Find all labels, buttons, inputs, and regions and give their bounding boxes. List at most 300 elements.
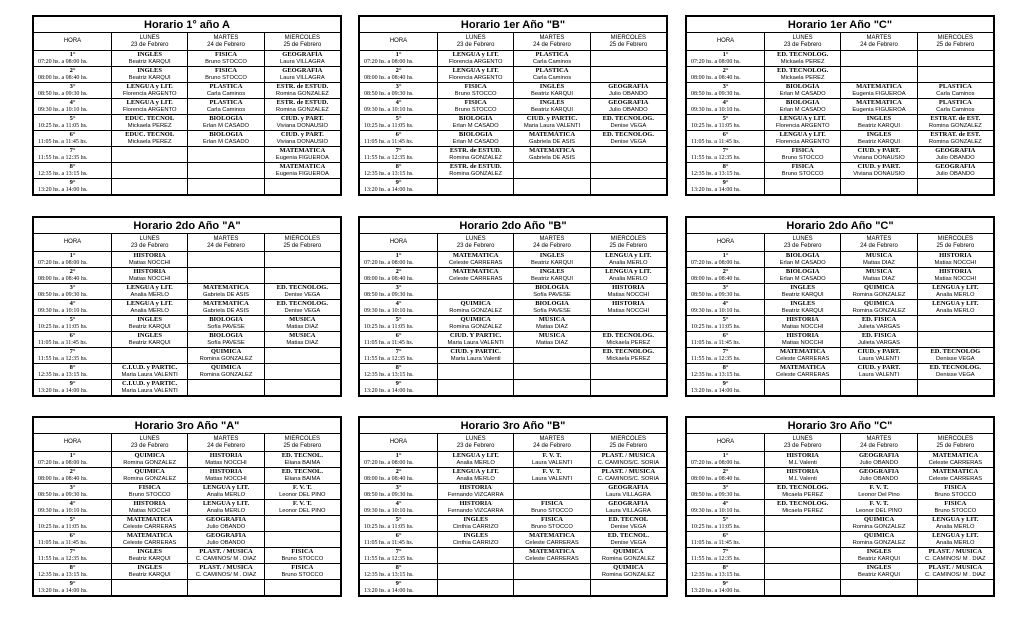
teacher-cell <box>112 588 188 596</box>
period-time: 09:30 hs. a 10:10 hs. <box>34 107 112 115</box>
subject-cell: FISICA <box>765 163 841 171</box>
teacher-cell: Denise VEGA <box>590 540 666 548</box>
period-number: 9° <box>687 380 765 388</box>
period-row <box>360 163 667 171</box>
teacher-cell <box>188 155 264 163</box>
teacher-cell: Beatriz KARQUI <box>514 107 590 115</box>
subject-cell: HISTORIA <box>438 484 514 492</box>
teacher-cell: Analia MERLO <box>188 508 264 516</box>
period-number: 2° <box>360 67 438 75</box>
teacher-cell: Bruno STOCCO <box>438 107 514 115</box>
teacher-cell: Matias NOCCHI <box>917 260 993 268</box>
period-row-teacher <box>34 492 341 500</box>
day-date: 24 de Febrero <box>860 442 898 449</box>
period-row-teacher <box>34 540 341 548</box>
period-number: 8° <box>34 564 112 572</box>
subject-cell: HISTORIA <box>590 300 666 308</box>
teacher-cell: Laura VALENTI <box>841 356 917 364</box>
period-row <box>687 179 994 187</box>
subject-cell: MATEMATICA <box>917 452 993 460</box>
period-time: 11:05 hs. a 11:45 hs. <box>687 540 765 548</box>
teacher-cell: Beatriz KARQUI <box>841 123 917 131</box>
day-header <box>590 33 666 51</box>
subject-cell: PLASTICA <box>188 99 264 107</box>
period-row <box>687 516 994 524</box>
day-name: MIERCOLES <box>610 34 646 41</box>
period-row <box>687 67 994 75</box>
period-row-teacher <box>360 388 667 396</box>
period-row-teacher <box>360 572 667 580</box>
day-header <box>917 434 993 452</box>
subject-cell: ED. TECNOLOG. <box>765 67 841 75</box>
period-row <box>34 268 341 276</box>
day-header <box>590 434 666 452</box>
period-number: 3° <box>34 83 112 91</box>
subject-cell: LENGUA y LIT. <box>917 516 993 524</box>
day-name: MARTES <box>866 435 892 442</box>
period-time: 11:05 hs. a 11:45 hs. <box>360 540 438 548</box>
period-number: 9° <box>360 179 438 187</box>
period-time: 10:25 hs. a 11:05 hs. <box>360 524 438 532</box>
teacher-cell: Mickaela PEREZ <box>112 139 188 147</box>
day-date: 24 de Febrero <box>860 41 898 48</box>
teacher-cell: Julio OBANDO <box>188 524 264 532</box>
period-time: 07:20 hs. a 08:00 hs. <box>687 260 765 268</box>
subject-cell: MATEMATICA <box>438 252 514 260</box>
period-time: 08:00 hs. a 08:40 hs. <box>687 276 765 284</box>
teacher-cell: Analia MERLO <box>590 260 666 268</box>
teacher-cell: Romina GONZALEZ <box>917 123 993 131</box>
teacher-cell: Celeste CARRERAS <box>112 524 188 532</box>
period-row <box>360 284 667 292</box>
subject-cell: HISTORIA <box>188 468 264 476</box>
teacher-cell <box>590 75 666 83</box>
day-name: LUNES <box>792 235 813 242</box>
period-time: 08:00 hs. a 08:40 hs. <box>34 476 112 484</box>
teacher-cell: Denise VEGA <box>590 524 666 532</box>
teacher-cell <box>514 187 590 195</box>
period-number: 4° <box>34 99 112 107</box>
teacher-cell: C. CAMINOS/C. SORIA <box>590 476 666 484</box>
period-row-teacher <box>360 340 667 348</box>
subject-cell: ED. TECNOLOG. <box>590 332 666 340</box>
day-date: 23 de Febrero <box>456 442 495 449</box>
subject-cell: HISTORIA <box>438 500 514 508</box>
period-number: 9° <box>34 179 112 187</box>
period-row <box>360 500 667 508</box>
period-time: 08:50 hs. a 09:30 hs. <box>687 91 765 99</box>
teacher-cell: Denise VEGA <box>590 123 666 131</box>
day-name: MARTES <box>213 435 239 442</box>
subject-cell: FISICA <box>917 500 993 508</box>
subject-cell <box>765 548 841 556</box>
teacher-cell: Beatriz KARQUI <box>112 340 188 348</box>
period-row <box>34 452 341 460</box>
subject-cell: BIOLOGÍA <box>765 83 841 91</box>
teacher-cell: Matias DIAZ <box>841 260 917 268</box>
subject-cell: FISICA <box>514 500 590 508</box>
subject-cell: BIOLOGIA <box>438 131 514 139</box>
period-row <box>687 163 994 171</box>
period-time: 07:20 hs. a 08:00 hs. <box>360 460 438 468</box>
period-number: 9° <box>360 380 438 388</box>
day-date: 23 de Febrero <box>783 41 822 48</box>
period-row <box>360 380 667 388</box>
period-row <box>687 452 994 460</box>
subject-cell <box>841 380 917 388</box>
teacher-cell: Maria Laura VALENTI <box>438 340 514 348</box>
teacher-cell: Julio OBANDO <box>188 540 264 548</box>
period-time: 10:25 hs. a 11:05 hs. <box>687 123 765 131</box>
period-row-teacher <box>687 292 994 300</box>
schedule-table <box>685 216 995 397</box>
subject-cell <box>841 67 917 75</box>
teacher-cell <box>438 588 514 596</box>
teacher-cell: Matias NOCCHI <box>112 508 188 516</box>
teacher-cell: Celeste CARRERAS <box>765 356 841 364</box>
period-row-teacher <box>360 260 667 268</box>
hora-header: HORA <box>34 33 112 51</box>
subject-cell <box>590 316 666 324</box>
teacher-cell <box>438 388 514 396</box>
period-row <box>34 179 341 187</box>
period-number: 1° <box>687 252 765 260</box>
teacher-cell: Mickaela PEREZ <box>590 356 666 364</box>
day-name: MARTES <box>213 34 239 41</box>
schedule-table <box>32 216 342 397</box>
period-time: 11:55 hs. a 12:35 hs. <box>360 155 438 163</box>
subject-cell: ESTR. de ESTUD. <box>438 147 514 155</box>
teacher-cell <box>917 588 993 596</box>
teacher-cell: Gabriela DE ASIS <box>188 292 264 300</box>
subject-cell: PLASTICA <box>514 67 590 75</box>
period-time: 12:35 hs. a 13:15 hs. <box>34 572 112 580</box>
subject-cell: INGLES <box>112 332 188 340</box>
period-number: 4° <box>360 300 438 308</box>
period-time: 13:20 hs. a 14:00 hs. <box>360 388 438 396</box>
subject-cell <box>188 147 264 155</box>
teacher-cell: Romina GONZALEZ <box>841 540 917 548</box>
period-number: 2° <box>360 468 438 476</box>
day-date: 25 de Febrero <box>609 442 648 449</box>
period-time: 12:35 hs. a 13:15 hs. <box>687 372 765 380</box>
period-row <box>360 316 667 324</box>
period-row-teacher <box>34 460 341 468</box>
teacher-cell: Sofía PAVESE <box>188 324 264 332</box>
day-header <box>765 434 841 452</box>
period-number: 3° <box>687 284 765 292</box>
period-time: 09:30 hs. a 10:10 hs. <box>687 508 765 516</box>
subject-cell <box>917 51 993 59</box>
period-row-teacher <box>34 187 341 195</box>
period-number: 2° <box>687 468 765 476</box>
teacher-cell: Florencia ARGENTO <box>112 107 188 115</box>
period-row <box>687 332 994 340</box>
day-name: MARTES <box>213 235 239 242</box>
period-row-teacher <box>360 59 667 67</box>
day-name: LUNES <box>139 435 160 442</box>
period-row <box>687 131 994 139</box>
teacher-cell: Matias NOCCHI <box>917 276 993 284</box>
teacher-cell: Bruno STOCCO <box>514 508 590 516</box>
teacher-cell: Beatriz KARQUI <box>765 308 841 316</box>
teacher-cell <box>438 556 514 564</box>
teacher-cell <box>438 292 514 300</box>
teacher-cell: Romina GONZALEZ <box>841 292 917 300</box>
subject-cell: ESTR. de ESTUD. <box>264 99 340 107</box>
subject-cell <box>917 179 993 187</box>
subject-cell: INGLES <box>841 115 917 123</box>
teacher-cell <box>264 356 340 364</box>
period-number: 8° <box>360 163 438 171</box>
day-date: 25 de Febrero <box>283 442 322 449</box>
period-row-teacher <box>34 324 341 332</box>
day-header <box>112 33 188 51</box>
period-row-teacher <box>34 476 341 484</box>
subject-cell: MUSICA <box>264 332 340 340</box>
teacher-cell <box>264 588 340 596</box>
teacher-cell: Celeste CARRERAS <box>765 372 841 380</box>
teacher-cell <box>590 372 666 380</box>
teacher-cell: Matias DIAZ <box>841 276 917 284</box>
period-time: 12:35 hs. a 13:15 hs. <box>360 572 438 580</box>
teacher-cell: Romina GONZALEZ <box>438 308 514 316</box>
period-time: 10:25 hs. a 11:05 hs. <box>360 123 438 131</box>
day-name: MIERCOLES <box>937 34 973 41</box>
teacher-cell: Carla Caminos <box>917 107 993 115</box>
period-time: 08:00 hs. a 08:40 hs. <box>360 75 438 83</box>
teacher-cell <box>765 540 841 548</box>
day-name: MIERCOLES <box>610 435 646 442</box>
period-row <box>360 452 667 460</box>
period-row <box>34 364 341 372</box>
teacher-cell: Julio OBANDO <box>590 107 666 115</box>
period-row <box>34 115 341 123</box>
period-row <box>360 252 667 260</box>
subject-cell: BIOLOGÍA <box>188 115 264 123</box>
period-row-teacher <box>360 107 667 115</box>
period-time: 08:50 hs. a 09:30 hs. <box>687 492 765 500</box>
period-time: 13:20 hs. a 14:00 hs. <box>687 388 765 396</box>
period-time: 08:50 hs. a 09:30 hs. <box>687 292 765 300</box>
period-row <box>687 548 994 556</box>
period-row <box>34 516 341 524</box>
period-time: 07:20 hs. a 08:00 hs. <box>687 460 765 468</box>
subject-cell: MATEMATICA <box>841 83 917 91</box>
period-time: 07:20 hs. a 08:00 hs. <box>360 260 438 268</box>
subject-cell: INGLES <box>841 548 917 556</box>
period-number: 5° <box>687 516 765 524</box>
period-row <box>34 564 341 572</box>
period-row <box>360 115 667 123</box>
period-number: 4° <box>360 99 438 107</box>
subject-cell: LENGUA y LIT. <box>765 131 841 139</box>
subject-cell: C.I.U.D. y PARTIC. <box>112 364 188 372</box>
period-time: 09:30 hs. a 10:10 hs. <box>34 508 112 516</box>
schedule-table <box>358 15 668 196</box>
subject-cell: ED. FISICA <box>841 332 917 340</box>
period-time: 09:30 hs. a 10:10 hs. <box>687 107 765 115</box>
subject-cell: INGLES <box>438 532 514 540</box>
teacher-cell: C. CAMINOS/C. SORIA <box>590 460 666 468</box>
teacher-cell <box>841 588 917 596</box>
period-row-teacher <box>34 260 341 268</box>
period-row-teacher <box>34 171 341 179</box>
subject-cell <box>264 252 340 260</box>
period-row <box>34 332 341 340</box>
teacher-cell: Celeste CARRERAS <box>917 476 993 484</box>
subject-cell: INGLES <box>112 316 188 324</box>
subject-cell: FISICA <box>765 147 841 155</box>
subject-cell: CIUD. y PARTIC. <box>514 115 590 123</box>
subject-cell: INGLES <box>112 67 188 75</box>
period-time: 13:20 hs. a 14:00 hs. <box>687 187 765 195</box>
period-number: 3° <box>34 284 112 292</box>
period-row <box>687 99 994 107</box>
subject-cell: GEOGRAFIA <box>841 468 917 476</box>
day-date: 24 de Febrero <box>533 242 571 249</box>
period-number: 6° <box>687 332 765 340</box>
subject-cell: LENGUA y LIT. <box>438 67 514 75</box>
period-time: 11:05 hs. a 11:45 hs. <box>360 340 438 348</box>
hora-header: HORA <box>360 434 438 452</box>
subject-cell: BIOLOGÍA <box>438 115 514 123</box>
period-time: 10:25 hs. a 11:05 hs. <box>687 324 765 332</box>
subject-cell: FISICA <box>264 548 340 556</box>
period-time: 12:35 hs. a 13:15 hs. <box>34 372 112 380</box>
period-row <box>360 268 667 276</box>
teacher-cell <box>438 187 514 195</box>
period-row-teacher <box>34 276 341 284</box>
subject-cell: MATEMATICA <box>514 532 590 540</box>
period-row <box>34 131 341 139</box>
period-row-teacher <box>34 372 341 380</box>
teacher-cell: Gabriela DE ASIS <box>188 308 264 316</box>
subject-cell <box>590 67 666 75</box>
subject-cell: ED. TECNOLOG. <box>264 284 340 292</box>
teacher-cell: Denise VEGA <box>264 292 340 300</box>
period-row <box>687 532 994 540</box>
subject-cell: GEOGRAFIA <box>590 99 666 107</box>
period-time: 07:20 hs. a 08:00 hs. <box>34 260 112 268</box>
teacher-cell: Celeste CARRERAS <box>514 556 590 564</box>
teacher-cell: Julio OBANDO <box>917 155 993 163</box>
period-row <box>687 580 994 588</box>
teacher-cell: Bruno STOCCO <box>917 508 993 516</box>
teacher-cell: Analia MERLO <box>438 460 514 468</box>
teacher-cell <box>514 588 590 596</box>
teacher-cell: Matias DIAZ <box>264 324 340 332</box>
teacher-cell: Fernando VIZCARRA <box>438 492 514 500</box>
subject-cell: F. V. T. <box>264 500 340 508</box>
teacher-cell: Beatriz KARQUI <box>514 276 590 284</box>
subject-cell: ED. FISICA <box>841 316 917 324</box>
subject-cell: PLAST. / MUSICA <box>188 548 264 556</box>
subject-cell: ESTR. de ESTUD. <box>264 83 340 91</box>
period-row-teacher <box>360 171 667 179</box>
period-row <box>34 99 341 107</box>
subject-cell <box>917 380 993 388</box>
teacher-cell <box>264 524 340 532</box>
subject-cell <box>438 548 514 556</box>
teacher-cell: Analia MERLO <box>917 524 993 532</box>
teacher-cell: Cinthia CARRIZO <box>438 524 514 532</box>
day-header <box>765 33 841 51</box>
period-time: 13:20 hs. a 14:00 hs. <box>34 388 112 396</box>
subject-cell <box>438 580 514 588</box>
period-row-teacher <box>360 91 667 99</box>
period-time: 12:35 hs. a 13:15 hs. <box>34 171 112 179</box>
subject-cell: INGLES <box>514 268 590 276</box>
period-time: 09:30 hs. a 10:10 hs. <box>687 308 765 316</box>
teacher-cell <box>917 340 993 348</box>
teacher-cell: Denise VEGA <box>590 139 666 147</box>
day-name: MIERCOLES <box>610 235 646 242</box>
subject-cell: CIUD. y PART. <box>841 364 917 372</box>
subject-cell <box>438 284 514 292</box>
period-row <box>34 163 341 171</box>
period-time: 11:05 hs. a 11:45 hs. <box>687 340 765 348</box>
period-row-teacher <box>687 572 994 580</box>
period-row <box>360 516 667 524</box>
subject-cell <box>438 179 514 187</box>
period-time: 08:50 hs. a 09:30 hs. <box>34 91 112 99</box>
teacher-cell: Leonor Del Pino <box>841 492 917 500</box>
subject-cell: LENGUA y LIT. <box>590 252 666 260</box>
period-row <box>687 147 994 155</box>
schedule-table <box>685 15 995 196</box>
teacher-cell <box>514 171 590 179</box>
teacher-cell: Carla Caminos <box>188 107 264 115</box>
teacher-cell <box>514 492 590 500</box>
teacher-cell: Sofía PAVESE <box>514 292 590 300</box>
schedule-table <box>32 15 342 196</box>
period-number: 7° <box>34 548 112 556</box>
day-name: MIERCOLES <box>284 235 320 242</box>
day-header <box>264 33 340 51</box>
subject-cell: CIUD. y PART. <box>841 147 917 155</box>
teacher-cell: Celeste CARRERAS <box>917 460 993 468</box>
subject-cell: MATEMATICA <box>765 348 841 356</box>
teacher-cell: Leonor DEL PINO <box>264 492 340 500</box>
period-number: 8° <box>687 163 765 171</box>
subject-cell: HISTORIA <box>112 268 188 276</box>
hora-header: HORA <box>360 33 438 51</box>
period-row <box>687 468 994 476</box>
subject-cell: BIOLOGIA <box>188 131 264 139</box>
subject-cell: CIUD. y PART. <box>841 163 917 171</box>
period-row-teacher <box>360 588 667 596</box>
period-time: 11:05 hs. a 11:45 hs. <box>687 139 765 147</box>
period-row-teacher <box>34 91 341 99</box>
subject-cell: ED. TECNOLOG. <box>590 115 666 123</box>
period-row-teacher <box>360 460 667 468</box>
hora-header: HORA <box>34 234 112 252</box>
period-row <box>360 147 667 155</box>
subject-cell: BIOLOGIA <box>188 316 264 324</box>
period-time: 11:05 hs. a 11:45 hs. <box>360 139 438 147</box>
period-number: 9° <box>360 580 438 588</box>
subject-cell: BIOLOGÍA <box>514 284 590 292</box>
period-row <box>687 284 994 292</box>
day-date: 25 de Febrero <box>609 242 648 249</box>
period-time: 12:35 hs. a 13:15 hs. <box>360 171 438 179</box>
teacher-cell: Romina GONZALEZ <box>590 572 666 580</box>
period-time: 11:55 hs. a 12:35 hs. <box>34 356 112 364</box>
teacher-cell: Denisse VEGA <box>917 356 993 364</box>
subject-cell: MATEMATICA <box>188 300 264 308</box>
subject-cell: LENGUA y LIT. <box>438 452 514 460</box>
